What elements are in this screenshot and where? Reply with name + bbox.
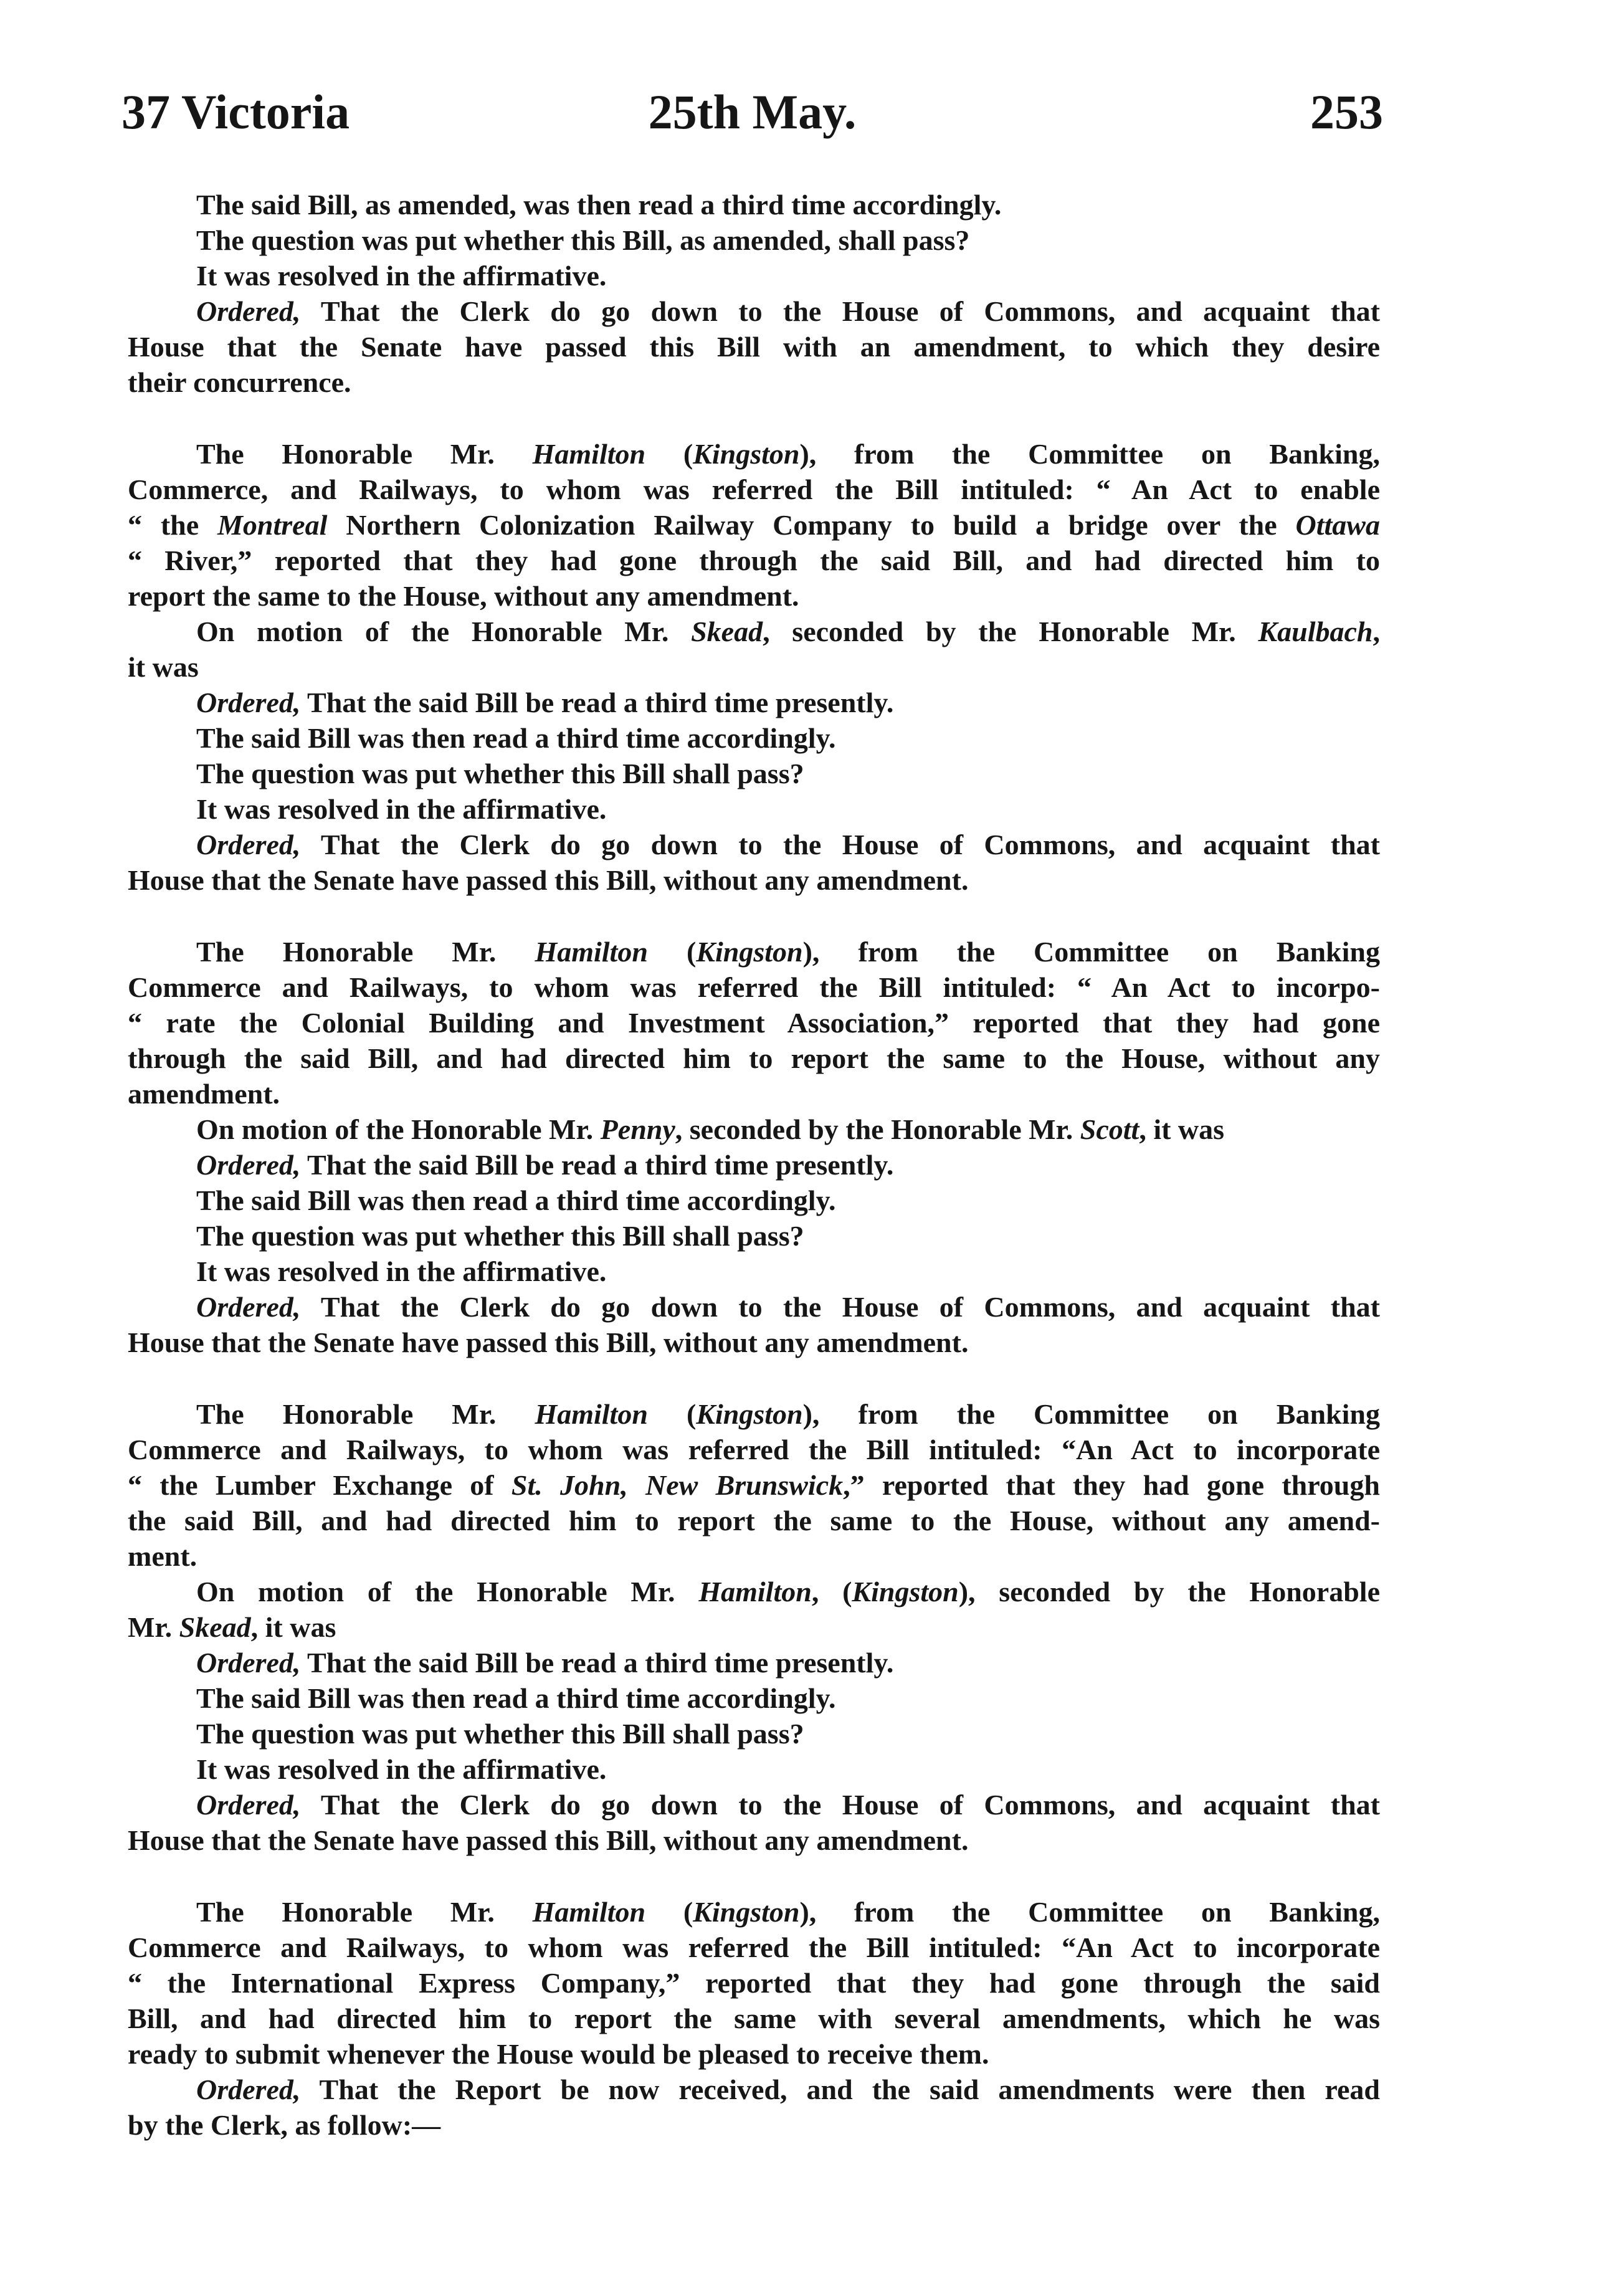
ordered-word: Ordered, xyxy=(196,1149,301,1181)
text-line: amendment. xyxy=(128,1078,280,1110)
text-line: The said Bill, as amended, was then read a third time accordingly. xyxy=(196,189,1002,221)
ordered-word: Ordered, xyxy=(196,687,301,718)
proceedings-block xyxy=(128,436,1380,898)
text-line: The question was put whether this Bill shall pass? xyxy=(196,1718,804,1750)
ordered-word: Ordered, xyxy=(196,1789,301,1821)
text-line: ready to submit whenever the House would be pleased to receive them. xyxy=(128,2038,989,2070)
text-line: It was resolved in the affirmative. xyxy=(196,1753,607,1785)
proceedings-block xyxy=(128,1894,1380,2143)
text-line: their concurrence. xyxy=(128,366,351,398)
ordered-word: Ordered, xyxy=(196,295,301,327)
text-line: House that the Senate have passed this Bill with an amendment, to which they desire xyxy=(128,331,1380,363)
text-line: Bill, and had directed him to report the same with several amendments, which he was xyxy=(128,2003,1380,2034)
text-line: On motion of the Honorable Mr. Skead, seconded by the Honorable Mr. Kaulbach, xyxy=(196,616,1380,647)
text-line: Commerce and Railways, to whom was referred the Bill intituled: “ An Act to incorpo- xyxy=(128,971,1380,1003)
text-line: Mr. Skead, it was xyxy=(128,1611,336,1643)
text-line: Ordered, That the said Bill be read a third time presently. xyxy=(196,1149,894,1181)
text-line: House that the Senate have passed this Bill, without any amendment. xyxy=(128,864,969,896)
text-line: Ordered, That the Clerk do go down to the House of Commons, and acquaint that xyxy=(196,295,1380,327)
text-line: It was resolved in the affirmative. xyxy=(196,1255,607,1287)
ordered-word: Ordered, xyxy=(196,1291,301,1323)
page-number: 253 xyxy=(1310,85,1383,139)
text-line: Ordered, That the said Bill be read a third time presently. xyxy=(196,1647,894,1679)
text-line: The said Bill was then read a third time accordingly. xyxy=(196,722,836,754)
journal-body xyxy=(128,187,1380,2143)
text-line: ment. xyxy=(128,1540,197,1572)
text-line: report the same to the House, without any amendment. xyxy=(128,580,799,612)
text-line: “ rate the Colonial Building and Investment Association,” reported that they had gone xyxy=(128,1007,1380,1039)
text-line: The Honorable Mr. Hamilton (Kingston), from the Committee on Banking xyxy=(196,936,1380,968)
header-session: 37 Victoria xyxy=(121,85,350,139)
page-header xyxy=(121,81,1383,150)
text-line: Ordered, That the Report be now received, and the said amendments were then read xyxy=(196,2074,1380,2105)
text-line: The question was put whether this Bill shall pass? xyxy=(196,758,804,789)
text-line: “ River,” reported that they had gone through the said Bill, and had directed him to xyxy=(128,545,1380,576)
text-line: the said Bill, and had directed him to report the same to the House, without any amend- xyxy=(128,1505,1380,1536)
text-line: House that the Senate have passed this Bill, without any amendment. xyxy=(128,1327,969,1358)
text-line: “ the Montreal Northern Colonization Railway Company to build a bridge over the Ottawa xyxy=(128,509,1380,541)
ordered-word: Ordered, xyxy=(196,829,301,860)
text-line: Commerce, and Railways, to whom was referred the Bill intituled: “ An Act to enable xyxy=(128,474,1380,505)
text-line: “ the International Express Company,” reported that they had gone through the said xyxy=(128,1967,1380,1999)
text-line: Commerce and Railways, to whom was referred the Bill intituled: “An Act to incorporate xyxy=(128,1434,1380,1465)
text-line: On motion of the Honorable Mr. Hamilton, (Kingston), seconded by the Honorable xyxy=(196,1576,1380,1608)
ordered-word: Ordered, xyxy=(196,2074,301,2105)
proceedings-block xyxy=(128,934,1380,1360)
text-line: The Honorable Mr. Hamilton (Kingston), from the Committee on Banking xyxy=(196,1398,1380,1430)
text-line: Ordered, That the Clerk do go down to the House of Commons, and acquaint that xyxy=(196,829,1380,860)
text-line: The question was put whether this Bill, as amended, shall pass? xyxy=(196,224,970,256)
text-line: Ordered, That the Clerk do go down to the House of Commons, and acquaint that xyxy=(196,1291,1380,1323)
text-line: The said Bill was then read a third time accordingly. xyxy=(196,1184,836,1216)
text-line: it was xyxy=(128,651,199,683)
text-line: On motion of the Honorable Mr. Penny, seconded by the Honorable Mr. Scott, it was xyxy=(196,1113,1225,1145)
header-date: 25th May. xyxy=(648,85,857,139)
text-line: The Honorable Mr. Hamilton (Kingston), from the Committee on Banking, xyxy=(196,1896,1380,1928)
text-line: “ the Lumber Exchange of St. John, New Brunswick,” reported that they had gone through xyxy=(128,1469,1380,1501)
proceedings-block xyxy=(128,187,1380,400)
text-line: Ordered, That the said Bill be read a third time presently. xyxy=(196,687,894,718)
text-line: by the Clerk, as follow:— xyxy=(128,2109,441,2141)
text-line: The Honorable Mr. Hamilton (Kingston), from the Committee on Banking, xyxy=(196,438,1380,470)
text-line: It was resolved in the affirmative. xyxy=(196,793,607,825)
text-line: Ordered, That the Clerk do go down to the House of Commons, and acquaint that xyxy=(196,1789,1380,1821)
text-line: The question was put whether this Bill shall pass? xyxy=(196,1220,804,1252)
text-line: It was resolved in the affirmative. xyxy=(196,260,607,292)
text-line: Commerce and Railways, to whom was referred the Bill intituled: “An Act to incorporate xyxy=(128,1932,1380,1963)
text-line: The said Bill was then read a third time accordingly. xyxy=(196,1682,836,1714)
text-line: House that the Senate have passed this Bill, without any amendment. xyxy=(128,1824,969,1856)
proceedings-block xyxy=(128,1396,1380,1858)
ordered-word: Ordered, xyxy=(196,1647,301,1679)
text-line: through the said Bill, and had directed him to report the same to the House, without any xyxy=(128,1042,1380,1074)
